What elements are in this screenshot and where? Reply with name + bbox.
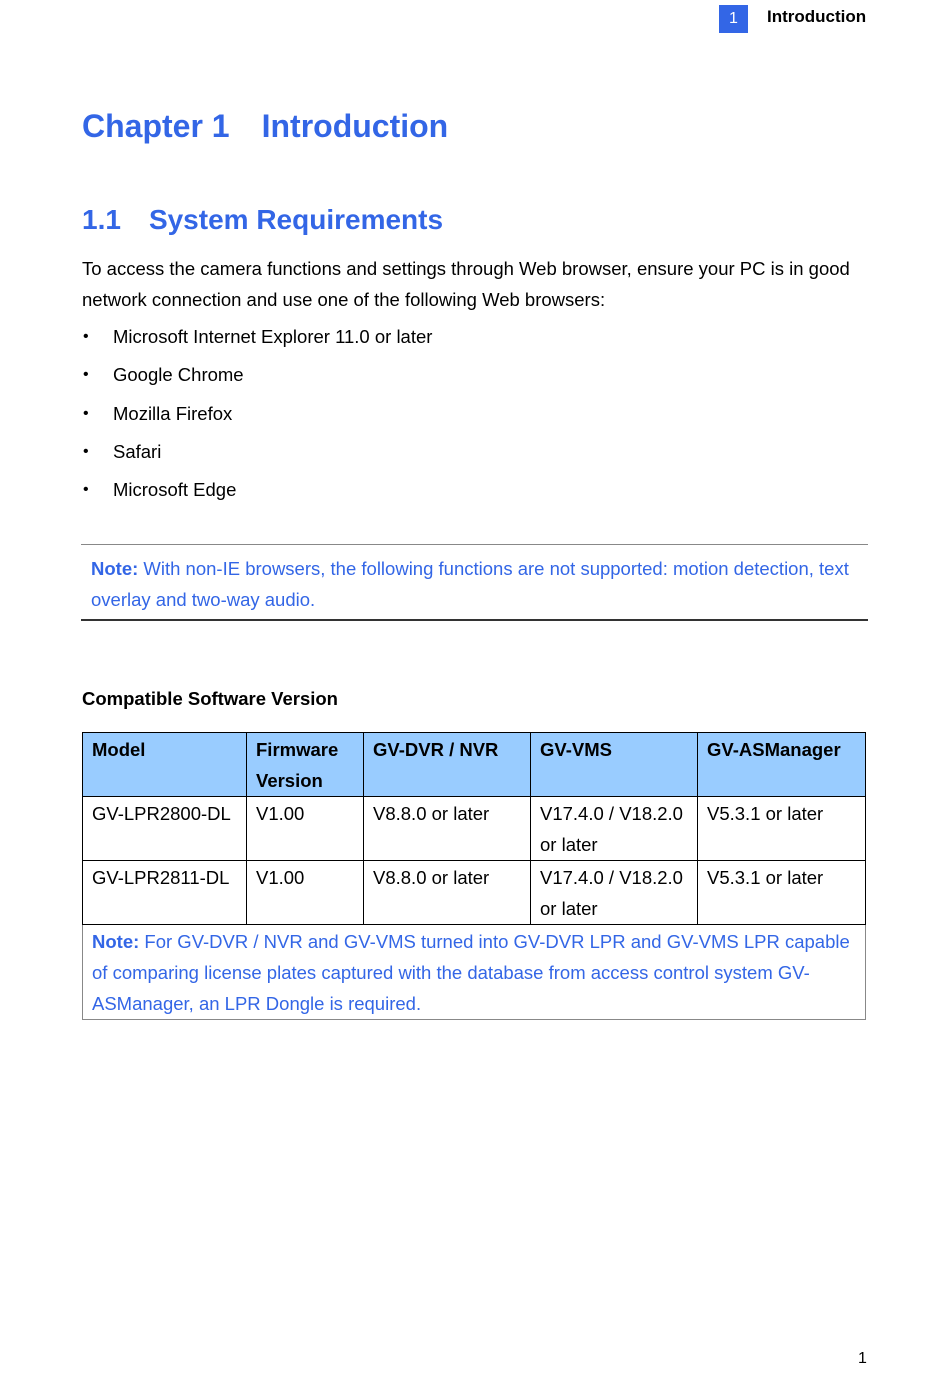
table-cell: V17.4.0 / V18.2.0 or later (531, 861, 698, 925)
table-cell: V5.3.1 or later (698, 861, 866, 925)
bullet-icon: • (83, 366, 89, 384)
table-note-row (83, 925, 866, 1020)
table-cell: V1.00 (247, 861, 364, 925)
compat-table (82, 732, 866, 1020)
browser-list (82, 321, 432, 512)
list-item (82, 359, 432, 397)
list-item (82, 398, 432, 436)
header-cell: Firmware Version (247, 733, 364, 797)
chapter-title (82, 108, 448, 145)
chapter-number-badge: 1 (719, 5, 748, 33)
browser-name: Mozilla Firefox (113, 402, 233, 424)
section-title (82, 204, 443, 236)
table-cell: V8.8.0 or later (364, 861, 531, 925)
note-label: Note: (91, 558, 139, 579)
table-row (83, 797, 866, 861)
table-header-row (83, 733, 866, 797)
browser-note (91, 553, 851, 615)
note-label: Note: (92, 931, 140, 952)
section-name: System Requirements (148, 204, 444, 235)
section-number: 1.1 (82, 204, 121, 235)
table-note (83, 925, 866, 1020)
table-cell: V5.3.1 or later (698, 797, 866, 861)
bullet-icon: • (83, 404, 89, 422)
browser-name: Google Chrome (113, 364, 244, 386)
chapter-name: Introduction (261, 108, 449, 144)
header-cell: GV-ASManager (698, 733, 866, 797)
table-cell: V1.00 (247, 797, 364, 861)
bullet-icon: • (83, 481, 89, 499)
compat-table-title: Compatible Software Version (82, 688, 338, 709)
running-header-title: Introduction (767, 7, 867, 26)
table-cell: V8.8.0 or later (364, 797, 531, 861)
list-item (82, 474, 432, 512)
browser-name: Microsoft Edge (113, 479, 237, 501)
browser-name: Microsoft Internet Explorer 11.0 or later (113, 326, 433, 347)
header-cell: Model (83, 733, 247, 797)
table-cell: GV-LPR2800-DL (83, 797, 247, 861)
list-item (82, 436, 432, 474)
bullet-icon: • (83, 328, 89, 345)
browser-note-box (81, 544, 868, 621)
table-cell: V17.4.0 / V18.2.0 or later (531, 797, 698, 861)
bullet-icon: • (83, 442, 89, 460)
page-number: 1 (858, 1350, 867, 1367)
table-row (83, 861, 866, 925)
browser-name: Safari (113, 440, 162, 462)
note-text: With non-IE browsers, the following functions are not supported: motion detection, text overlay and two-way audio. (91, 558, 849, 610)
chapter-label: Chapter 1 (82, 108, 230, 144)
note-text: For GV-DVR / NVR and GV-VMS turned into GV-DVR LPR and GV-VMS LPR capable of comparing license plates captured with the database from access control system GV-ASManager, an LPR Dongle is required. (92, 931, 850, 1014)
list-item (82, 321, 432, 359)
table-cell: GV-LPR2811-DL (83, 861, 247, 925)
header-cell: GV-DVR / NVR (364, 733, 531, 797)
intro-paragraph: To access the camera functions and settings through Web browser, ensure your PC is in good network connection and use one of the following Web browsers: (82, 258, 850, 310)
header-cell: GV-VMS (531, 733, 698, 797)
